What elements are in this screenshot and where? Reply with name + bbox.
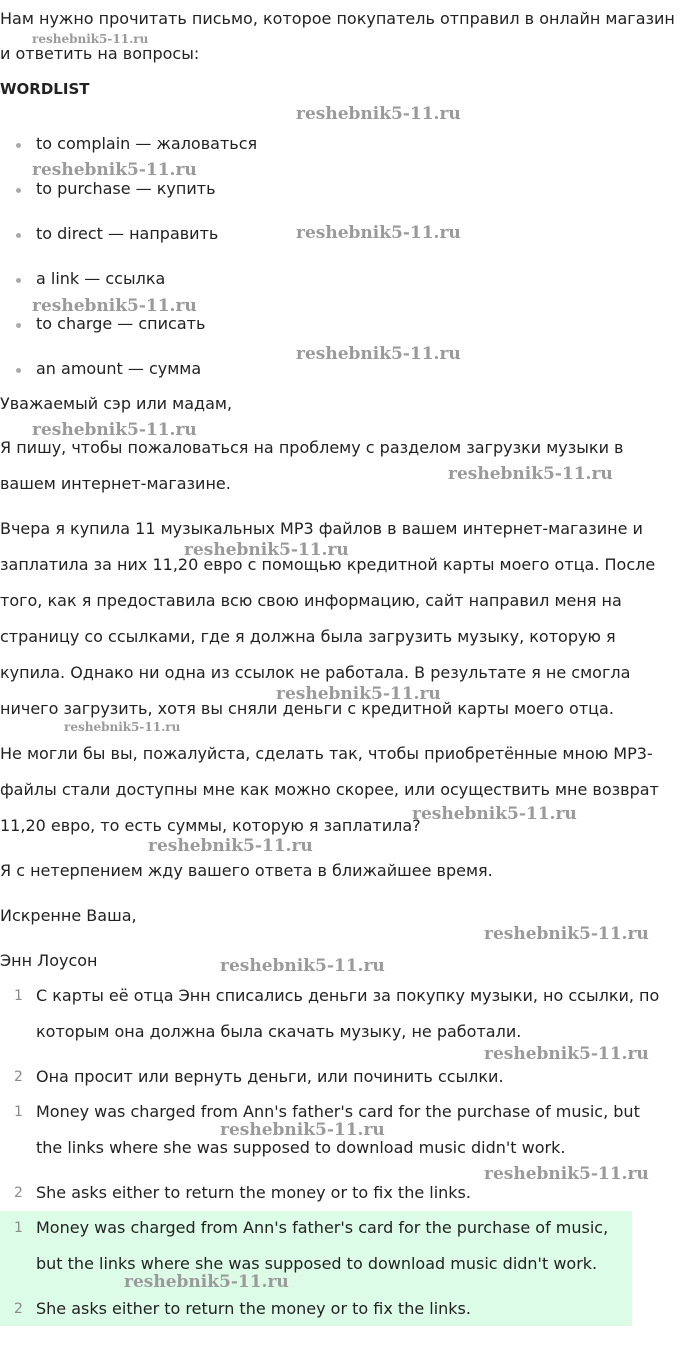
intro-line-1: Нам нужно прочитать письмо, которое покупатель отправил в онлайн магазин xyxy=(0,9,675,28)
letter-p2-line: ничего загрузить, хотя вы сняли деньги с кредитной карты моего отца. xyxy=(0,699,614,718)
watermark: reshebnik5-11.ru xyxy=(296,344,461,364)
answer-line: С карты её отца Энн списались деньги за покупку музыки, но ссылки, по xyxy=(36,986,660,1005)
watermark: reshebnik5-11.ru xyxy=(448,464,613,484)
watermark: reshebnik5-11.ru xyxy=(32,296,197,316)
watermark: reshebnik5-11.ru xyxy=(32,160,197,180)
letter-p3-line: файлы стали доступны мне как можно скорее, или осуществить мне возврат xyxy=(0,780,659,799)
bullet-icon xyxy=(16,368,21,373)
watermark: reshebnik5-11.ru xyxy=(124,1272,289,1292)
answer-line: Money was charged from Ann's father's card for the purchase of music, but xyxy=(36,1102,640,1121)
answer-number: 1 xyxy=(14,1104,23,1120)
watermark: reshebnik5-11.ru xyxy=(296,223,461,243)
letter-closing: Искренне Ваша, xyxy=(0,906,137,925)
bullet-icon xyxy=(16,278,21,283)
letter-greeting: Уважаемый сэр или мадам, xyxy=(0,394,233,413)
bullet-icon xyxy=(16,188,21,193)
answer-number: 1 xyxy=(14,1220,23,1236)
letter-p1-line: Я пишу, чтобы пожаловаться на проблему с разделом загрузки музыки в xyxy=(0,438,624,457)
letter-p1-line: вашем интернет-магазине. xyxy=(0,474,231,493)
letter-p2-line: страницу со ссылками, где я должна была загрузить музыку, которую я xyxy=(0,627,616,646)
answer-line: Money was charged from Ann's father's card for the purchase of music, xyxy=(36,1218,609,1237)
answer-number: 2 xyxy=(14,1185,23,1201)
bullet-icon xyxy=(16,143,21,148)
answer-number: 2 xyxy=(14,1069,23,1085)
letter-p2-line: того, как я предоставила всю свою информацию, сайт направил меня на xyxy=(0,591,622,610)
wordlist-item: to direct — направить xyxy=(36,224,219,243)
watermark: reshebnik5-11.ru xyxy=(412,804,577,824)
watermark: reshebnik5-11.ru xyxy=(276,684,441,704)
letter-p2-line: заплатила за них 11,20 евро с помощью кредитной карты моего отца. После xyxy=(0,555,656,574)
intro-line-2: и ответить на вопросы: xyxy=(0,44,200,63)
letter-p3-line: 11,20 евро, то есть суммы, которую я заплатила? xyxy=(0,816,421,835)
watermark: reshebnik5-11.ru xyxy=(184,540,349,560)
wordlist-item: to complain — жаловаться xyxy=(36,134,258,153)
watermark: reshebnik5-11.ru xyxy=(484,1164,649,1184)
watermark: reshebnik5-11.ru xyxy=(32,420,197,440)
wordlist-item: a link — ссылка xyxy=(36,269,166,288)
bullet-icon xyxy=(16,233,21,238)
watermark: reshebnik5-11.ru xyxy=(220,1120,385,1140)
answer-line: Она просит или вернуть деньги, или починить ссылки. xyxy=(36,1067,504,1086)
watermark: reshebnik5-11.ru xyxy=(484,1044,649,1064)
letter-signature: Энн Лоусон xyxy=(0,951,98,970)
wordlist-item: to purchase — купить xyxy=(36,179,216,198)
letter-p2-line: Вчера я купила 11 музыкальных MP3 файлов в вашем интернет-магазине и xyxy=(0,519,643,538)
answer-number: 2 xyxy=(14,1301,23,1317)
watermark: reshebnik5-11.ru xyxy=(32,32,149,46)
wordlist-title: WORDLIST xyxy=(0,80,90,98)
watermark: reshebnik5-11.ru xyxy=(484,924,649,944)
watermark: reshebnik5-11.ru xyxy=(296,104,461,124)
wordlist-item: an amount — сумма xyxy=(36,359,202,378)
letter-p4: Я с нетерпением жду вашего ответа в ближайшее время. xyxy=(0,861,493,880)
answer-line: She asks either to return the money or to fix the links. xyxy=(36,1299,471,1318)
watermark: reshebnik5-11.ru xyxy=(64,720,181,734)
answer-line: She asks either to return the money or to fix the links. xyxy=(36,1183,471,1202)
answer-number: 1 xyxy=(14,988,23,1004)
wordlist-item: to charge — списать xyxy=(36,314,206,333)
watermark: reshebnik5-11.ru xyxy=(148,836,313,856)
answer-line: the links where she was supposed to download music didn't work. xyxy=(36,1138,566,1157)
bullet-icon xyxy=(16,323,21,328)
letter-p3-line: Не могли бы вы, пожалуйста, сделать так, чтобы приобретённые мною MP3- xyxy=(0,744,653,763)
answer-line: but the links where she was supposed to download music didn't work. xyxy=(36,1254,598,1273)
answer-line: которым она должна была скачать музыку, не работали. xyxy=(36,1022,522,1041)
watermark: reshebnik5-11.ru xyxy=(220,956,385,976)
letter-p2-line: купила. Однако ни одна из ссылок не работала. В результате я не смогла xyxy=(0,663,631,682)
